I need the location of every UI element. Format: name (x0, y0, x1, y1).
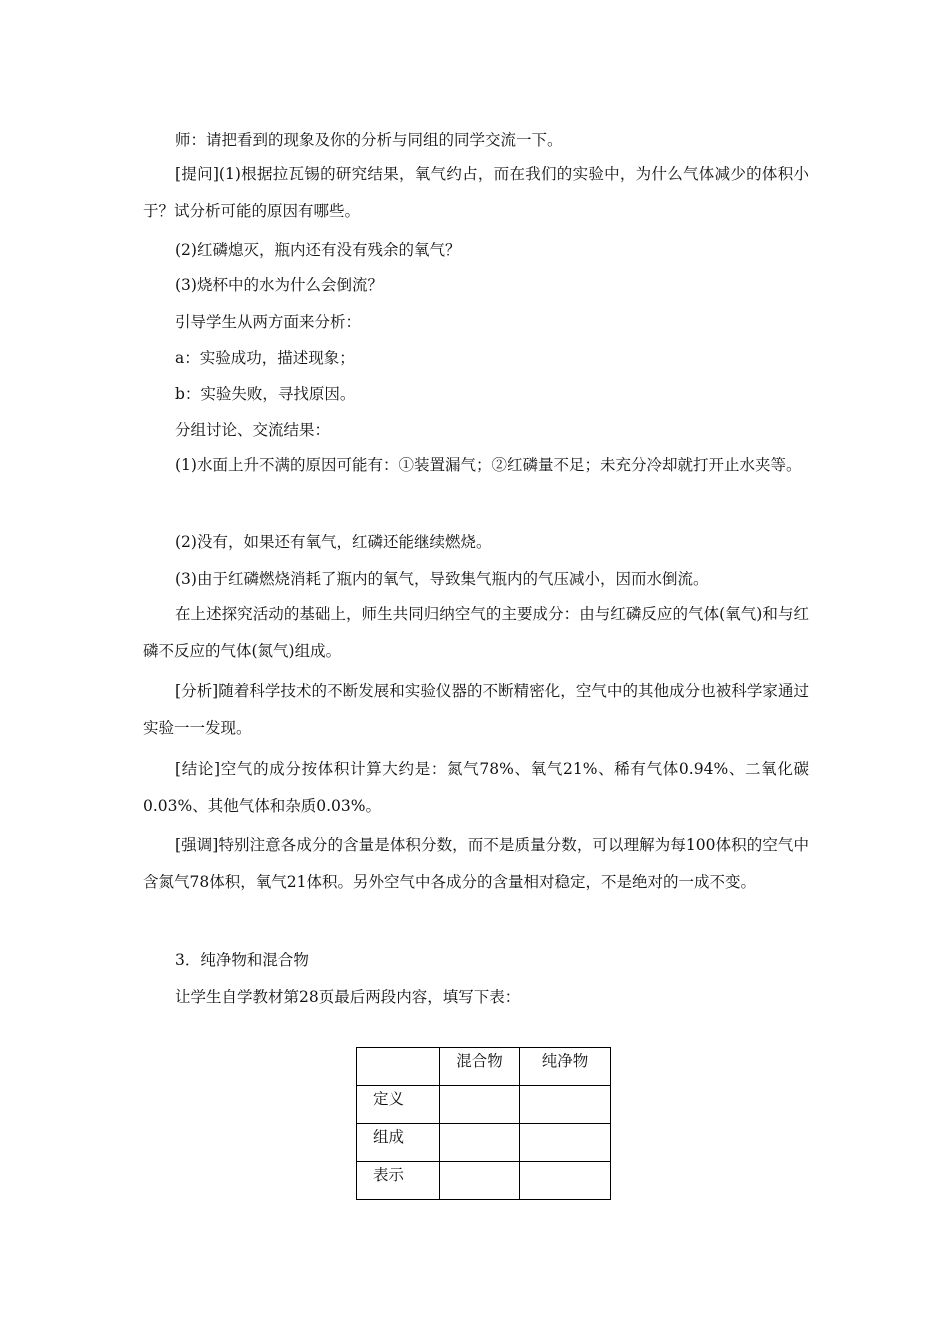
table-corner-cell (357, 1048, 440, 1086)
table-cell (520, 1086, 611, 1124)
paragraph: (1)水面上升不满的原因可能有：①装置漏气；②红磷量不足；未充分冷却就打开止水夹等。 (175, 456, 802, 474)
table-row-label: 定义 (357, 1086, 440, 1124)
section-heading: 3．纯净物和混合物 (175, 951, 309, 969)
table-header-row (357, 1048, 611, 1086)
table-cell (440, 1162, 520, 1200)
paragraph: 师：请把看到的现象及你的分析与同组的同学交流一下。 (175, 131, 563, 149)
paragraph: 引导学生从两方面来分析： (175, 313, 362, 331)
table-header-cell: 纯净物 (520, 1048, 611, 1086)
paragraph: [结论]空气的成分按体积计算大约是：氮气78%、氧气21%、稀有气体0.94%、二氧化碳0.03%、其他气体和杂质0.03%。 (143, 760, 809, 815)
paragraph: (3)烧杯中的水为什么会倒流？ (175, 276, 383, 294)
table-cell (520, 1124, 611, 1162)
paragraph: 让学生自学教材第28页最后两段内容，填写下表： (175, 988, 521, 1006)
paragraph: (2)红磷熄灭，瓶内还有没有残余的氧气？ (175, 241, 461, 259)
classification-table (356, 1047, 611, 1200)
paragraph: (2)没有，如果还有氧气，红磷还能继续燃烧。 (175, 533, 492, 551)
table-header-cell: 混合物 (440, 1048, 520, 1086)
table-row (357, 1124, 611, 1162)
paragraph: 分组讨论、交流结果： (175, 421, 331, 439)
paragraph: (3)由于红磷燃烧消耗了瓶内的氧气，导致集气瓶内的气压减小，因而水倒流。 (175, 570, 709, 588)
paragraph: [强调]特别注意各成分的含量是体积分数，而不是质量分数，可以理解为每100体积的空气中含氮气78体积，氧气21体积。另外空气中各成分的含量相对稳定，不是绝对的一成不变。 (143, 836, 809, 891)
table-cell (520, 1162, 611, 1200)
paragraph: a：实验成功，描述现象； (175, 349, 355, 367)
paragraph: [提问](1)根据拉瓦锡的研究结果，氧气约占，而在我们的实验中，为什么气体减少的体积小于？试分析可能的原因有哪些。 (143, 165, 809, 220)
table-row-label: 表示 (357, 1162, 440, 1200)
table-row (357, 1162, 611, 1200)
table-row (357, 1086, 611, 1124)
paragraph: [分析]随着科学技术的不断发展和实验仪器的不断精密化，空气中的其他成分也被科学家通过实验一一发现。 (143, 682, 809, 737)
table-cell (440, 1124, 520, 1162)
paragraph: 在上述探究活动的基础上，师生共同归纳空气的主要成分：由与红磷反应的气体(氧气)和与红磷不反应的气体(氮气)组成。 (143, 605, 809, 660)
table-row-label: 组成 (357, 1124, 440, 1162)
table-cell (440, 1086, 520, 1124)
paragraph: b：实验失败，寻找原因。 (175, 385, 356, 403)
